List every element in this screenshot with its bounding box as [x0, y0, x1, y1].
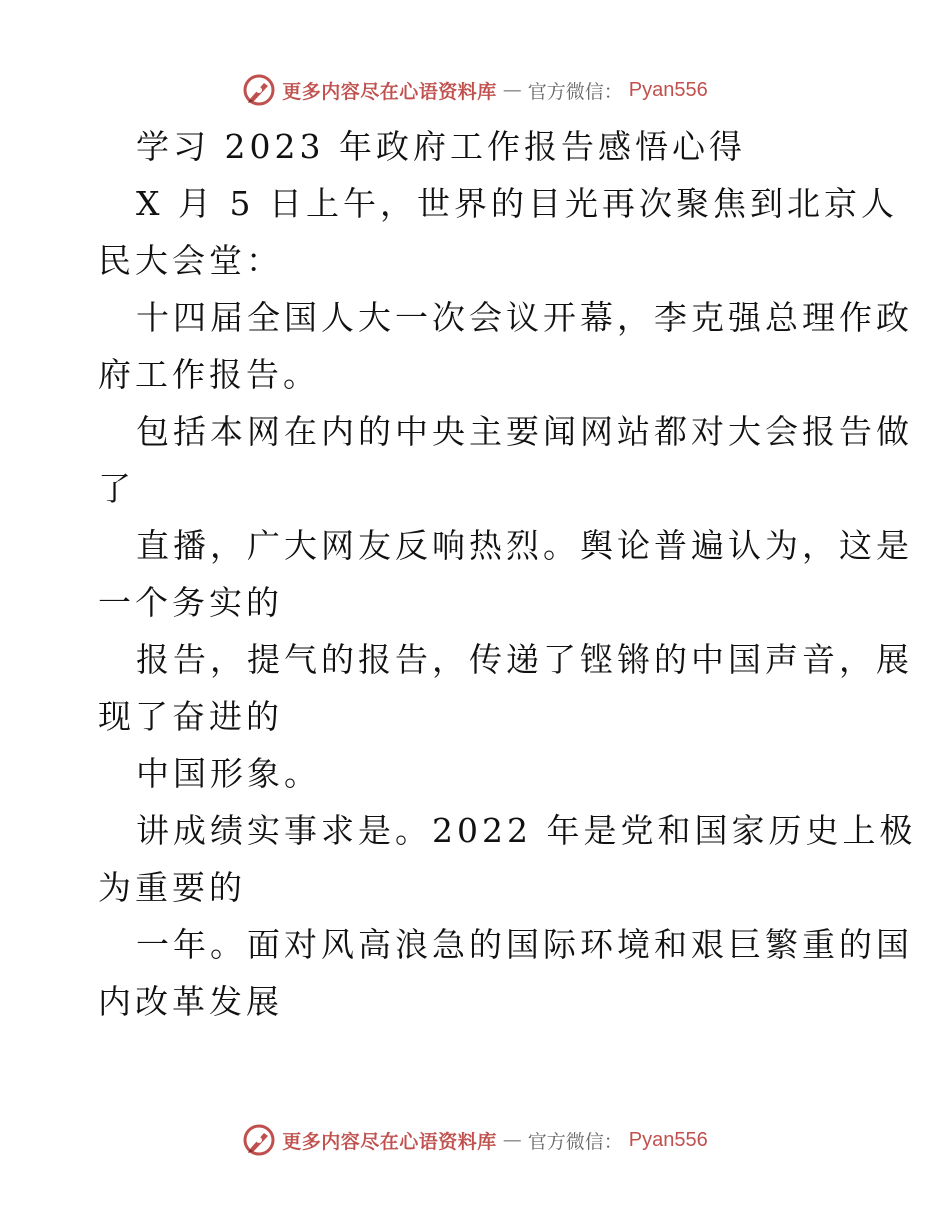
- text-line: 府工作报告。: [98, 355, 320, 394]
- footer-watermark: [0, 1120, 950, 1160]
- watermark-wechat-id: Pyan556: [628, 78, 708, 101]
- watermark-separator: —: [502, 79, 522, 101]
- text-line: 了: [98, 469, 135, 508]
- text-line: 一年。面对风高浪急的国际环境和艰巨繁重的国: [136, 925, 913, 964]
- watermark-wechat-label: 官方微信：: [527, 80, 623, 103]
- text-line: 民大会堂：: [98, 241, 283, 280]
- watermark-wechat-label: 官方微信：: [527, 1130, 623, 1153]
- pen-logo-icon: [242, 73, 276, 107]
- document-body: [98, 118, 917, 1030]
- text-line: 十四届全国人大一次会议开幕，李克强总理作政: [136, 298, 913, 337]
- text-line: 为重要的: [98, 868, 246, 907]
- text-line: X 月 5 日上午，世界的目光再次聚焦到北京人: [136, 184, 898, 223]
- watermark-separator: —: [502, 1129, 522, 1151]
- text-line: 直播，广大网友反响热烈。舆论普遍认为，这是: [136, 526, 913, 565]
- document-title: 学习 2023 年政府工作报告感悟心得: [136, 127, 746, 166]
- text-line: 内改革发展: [98, 982, 283, 1021]
- text-line: 报告，提气的报告，传递了铿锵的中国声音，展: [136, 640, 913, 679]
- watermark-wechat-id: Pyan556: [628, 1128, 708, 1151]
- watermark-site-text: 更多内容尽在心语资料库: [282, 1130, 497, 1153]
- header-watermark: [0, 70, 950, 110]
- text-line: 讲成绩实事求是。2022 年是党和国家历史上极: [136, 811, 917, 850]
- text-line: 中国形象。: [136, 754, 321, 793]
- text-line: 包括本网在内的中央主要闻网站都对大会报告做: [136, 412, 913, 451]
- watermark-site-text: 更多内容尽在心语资料库: [282, 80, 497, 103]
- text-line: 现了奋进的: [98, 697, 283, 736]
- pen-logo-icon: [242, 1123, 276, 1157]
- text-line: 一个务实的: [98, 583, 283, 622]
